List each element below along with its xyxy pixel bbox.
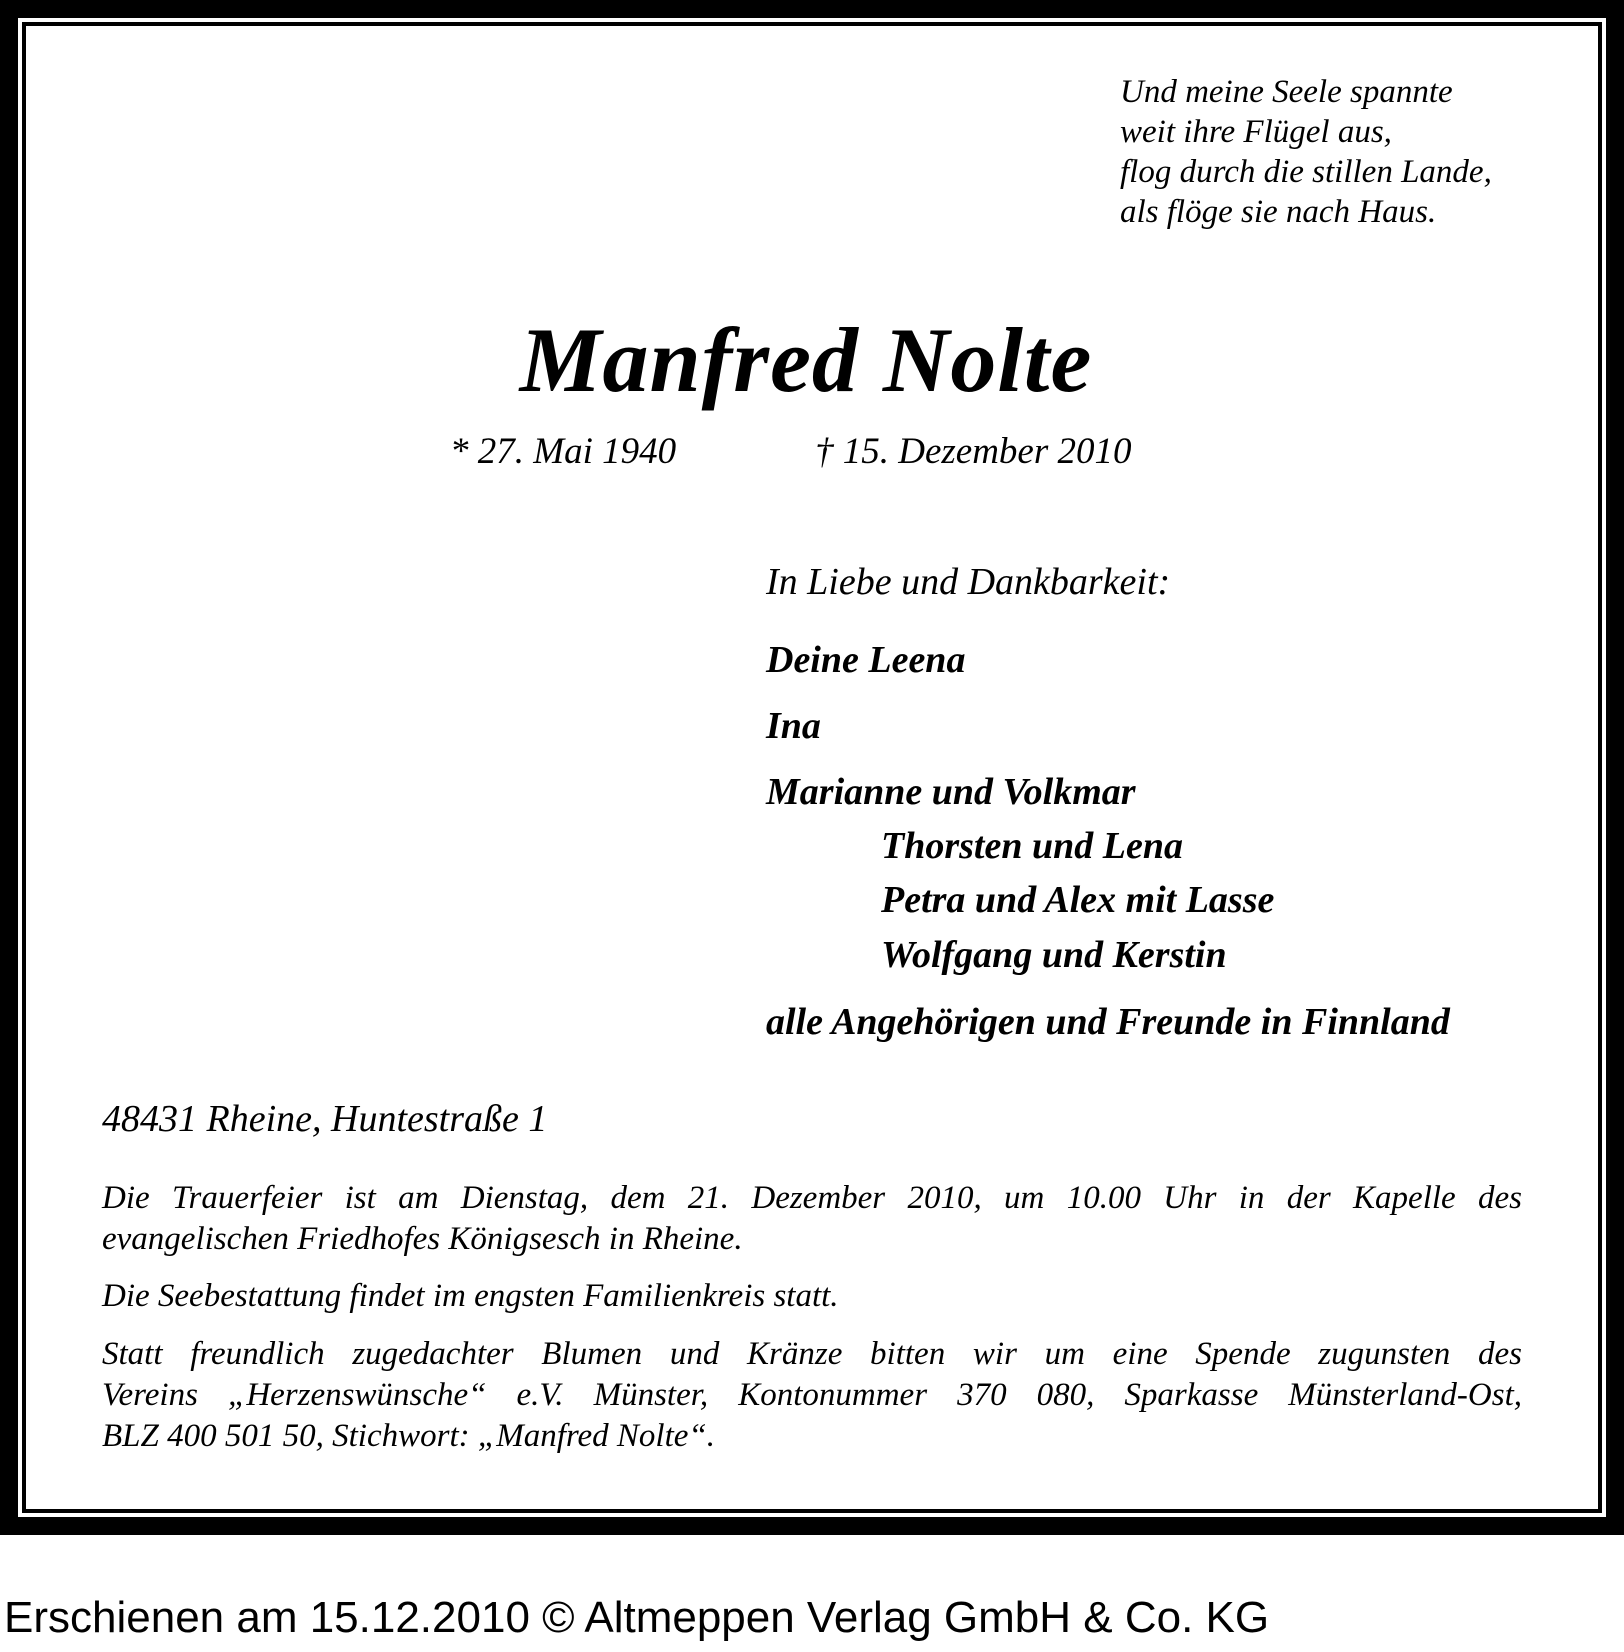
mourner-name: Ina: [766, 705, 821, 747]
publication-footer: Erschienen am 15.12.2010 © Altmeppen Verlag GmbH & Co. KG: [4, 1593, 1270, 1642]
notice-line: evangelischen Friedhofes Königsesch in Rheine.: [102, 1221, 743, 1257]
burial-notice: [102, 1276, 1522, 1317]
address: 48431 Rheine, Huntestraße 1: [102, 1098, 548, 1140]
notice-line: Vereins „Herzenswünsche“ e.V. Münster, Kontonummer 370 080, Sparkasse Münsterland-Ost,: [102, 1377, 1522, 1413]
mourner-name: Deine Leena: [766, 639, 966, 681]
mourner-name: Wolfgang und Kerstin: [881, 934, 1227, 976]
notice-line: Die Trauerfeier ist am Dienstag, dem 21. Dezember 2010, um 10.00 Uhr in der Kapelle des: [102, 1180, 1522, 1216]
notice-line: BLZ 400 501 50, Stichwort: „Manfred Nolte“.: [102, 1418, 715, 1454]
funeral-notice: [102, 1178, 1522, 1260]
donation-notice: [102, 1334, 1522, 1457]
mourner-name: Thorsten und Lena: [881, 825, 1183, 867]
birth-date: * 27. Mai 1940: [450, 431, 677, 472]
mourner-name: Marianne und Volkmar: [766, 771, 1136, 813]
mourner-name: Petra und Alex mit Lasse: [881, 879, 1275, 921]
mourner-name: alle Angehörigen und Freunde in Finnland: [766, 1001, 1450, 1043]
poem-line: weit ihre Flügel aus,: [1120, 114, 1392, 150]
death-date: † 15. Dezember 2010: [815, 431, 1132, 472]
mourners-intro: In Liebe und Dankbarkeit:: [766, 561, 1171, 603]
poem-line: Und meine Seele spannte: [1120, 74, 1453, 110]
deceased-name: Manfred Nolte: [519, 309, 1093, 411]
notice-line: Statt freundlich zugedachter Blumen und Kränze bitten wir um eine Spende zugunsten des: [102, 1336, 1522, 1372]
notice-line: Die Seebestattung findet im engsten Familienkreis statt.: [102, 1278, 839, 1314]
poem: [1120, 72, 1492, 232]
poem-line: als flöge sie nach Haus.: [1120, 194, 1437, 230]
poem-line: flog durch die stillen Lande,: [1120, 154, 1492, 190]
